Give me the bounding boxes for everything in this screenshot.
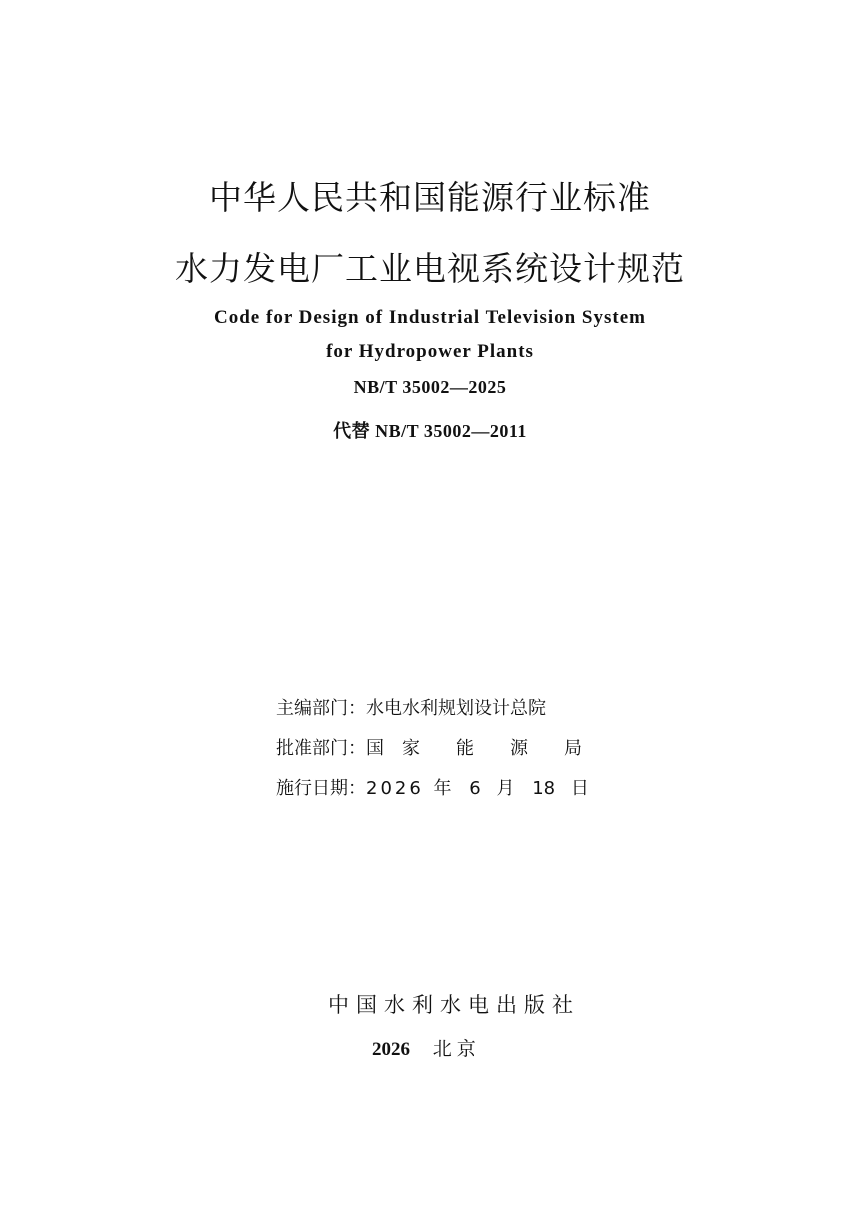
publication-city: 北京 [432, 1038, 481, 1060]
editor-row [276, 694, 546, 720]
publication-year: 2026 [372, 1039, 410, 1060]
date-year: 2026 [366, 778, 424, 799]
date-month-unit: 月 [496, 778, 515, 799]
publication-line [372, 1034, 481, 1061]
date-day: 18 [532, 778, 556, 799]
approver-char: 局 [564, 738, 582, 759]
date-value [366, 774, 589, 800]
document-title-en-line2: for Hydropower Plants [326, 341, 534, 362]
approver-char: 国 [366, 738, 384, 759]
approver-char: 能 [456, 738, 474, 759]
standard-code: NB/T 35002—2025 [353, 377, 507, 397]
document-title-en-line1: Code for Design of Industrial Television System [214, 307, 646, 328]
approver-row [276, 734, 582, 760]
document-title-cn: 水力发电厂工业电视系统设计规范 [175, 249, 685, 288]
replaces-line [0, 417, 860, 443]
approver-value [366, 734, 582, 760]
publisher-name: 中国水利水电出版社 [328, 993, 580, 1017]
date-month: 6 [469, 778, 481, 799]
effective-date-row [276, 774, 589, 800]
approver-char: 源 [510, 738, 528, 759]
editor-value: 水电水利规划设计总院 [366, 698, 546, 719]
approver-label: 批准部门： [276, 738, 366, 759]
date-year-unit: 年 [433, 778, 452, 799]
replaces-label: 代替 [333, 421, 371, 442]
date-day-unit: 日 [570, 778, 589, 799]
standard-type-heading: 中华人民共和国能源行业标准 [209, 178, 651, 217]
date-label: 施行日期： [276, 778, 366, 799]
approver-char: 家 [402, 738, 420, 759]
replaces-code: NB/T 35002—2011 [375, 421, 527, 441]
editor-label: 主编部门： [276, 698, 366, 719]
